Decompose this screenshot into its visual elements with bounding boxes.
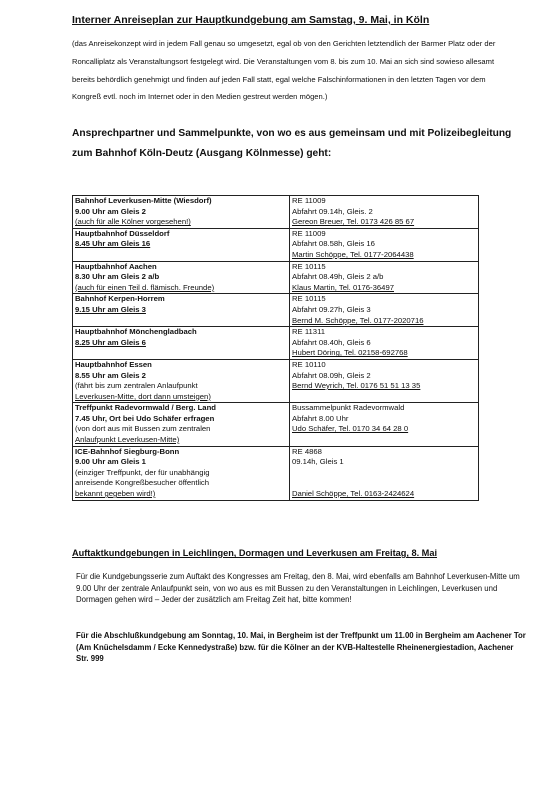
meeting-point-line: (einziger Treffpunkt, der für unabhängig: [75, 467, 210, 477]
train-contact-line: RE 10110: [292, 359, 326, 369]
meeting-point-line: Treffpunkt Radevormwald / Berg. Land: [75, 403, 216, 413]
meeting-point-line: Hauptbahnhof Düsseldorf: [75, 228, 170, 238]
meeting-point-line: 7.45 Uhr, Ort bei Udo Schäfer erfragen: [75, 413, 215, 423]
meeting-point-line: 8.45 Uhr am Gleis 16: [75, 239, 151, 249]
meeting-point-line: Hauptbahnhof Essen: [75, 359, 152, 369]
meeting-point-line: 8.55 Uhr am Gleis 2: [75, 370, 146, 380]
meeting-point-line: 8.30 Uhr am Gleis 2 a/b: [75, 272, 160, 282]
train-contact-line: RE 10115: [292, 294, 326, 304]
meeting-point-cell: [73, 228, 290, 261]
train-contact-line: Abfahrt 08.09h, Gleis 2: [292, 370, 371, 380]
train-contact-line: RE 11311: [292, 327, 326, 337]
train-contact-line: Abfahrt 8.00 Uhr: [292, 413, 349, 423]
train-contact-cell: [290, 228, 479, 261]
train-contact-line: Gereon Breuer, Tel. 0173 426 85 67: [292, 217, 415, 227]
meeting-point-cell: [73, 359, 290, 402]
train-contact-line: 09.14h, Gleis 1: [292, 457, 344, 467]
contacts-subheading: Ansprechpartner und Sammelpunkte, von wo es aus gemeinsam und mit Polizeibegleitung zum Bahnhof Köln-Deutz (Ausgang Kölnmesse) geht:: [72, 128, 512, 159]
train-contact-line: [292, 468, 476, 479]
meeting-point-line: (fährt bis zum zentralen Anlaufpunkt: [75, 381, 198, 391]
table-row: [73, 327, 479, 360]
meeting-point-line: 9.15 Uhr am Gleis 3: [75, 304, 146, 314]
meeting-point-cell: [73, 196, 290, 229]
meeting-point-cell: [73, 294, 290, 327]
train-contact-line: Abfahrt 08.49h, Gleis 2 a/b: [292, 272, 384, 282]
meeting-point-line: 9.00 Uhr am Gleis 2: [75, 206, 146, 216]
meeting-point-line: Bahnhof Leverkusen-Mitte (Wiesdorf): [75, 196, 212, 205]
closing-rally-paragraph: Für die Abschlußkundgebung am Sonntag, 10. Mai, in Bergheim ist der Treffpunkt um 11.00 in Bergheim am Aachener Tor (Am Knüchelsdamm / Ecke Kennedystraße) bzw. für die Kölner an der KVB-Haltestelle Rheinenergiestadion, Aachener Str. 999: [76, 631, 526, 663]
table-row: [73, 228, 479, 261]
meeting-point-line: (von dort aus mit Bussen zum zentralen: [75, 424, 211, 434]
train-contact-cell: [290, 359, 479, 402]
meeting-point-line: 8.25 Uhr am Gleis 6: [75, 337, 146, 347]
train-contact-line: Udo Schäfer, Tel. 0170 34 64 28 0: [292, 424, 409, 434]
schedule-table: [72, 195, 479, 501]
train-contact-cell: [290, 446, 479, 500]
train-contact-cell: [290, 403, 479, 446]
meeting-point-line: Hauptbahnhof Aachen: [75, 261, 157, 271]
table-row: [73, 403, 479, 446]
train-contact-cell: [290, 196, 479, 229]
intro-paragraph: (das Anreisekonzept wird in jedem Fall genau so umgesetzt, egal ob von den Gerichten letztendlich der Barmer Platz oder der Roncalliplatz als Veranstaltungsort festgelegt wird. Die Veranstaltungen vom 8. bis zum 10. Mai an sich sind sowieso allesamt bereits behördlich genehmigt und finden auf jeden Fall statt, egal welche Falschinformationen in den letzten Tagen vor dem Kongreß evtl. noch im Internet oder in den Medien gestreut werden mögen.): [72, 39, 496, 102]
meeting-point-line: Bahnhof Kerpen-Horrem: [75, 294, 165, 304]
train-contact-line: Martin Schöppe, Tel. 0177-2064438: [292, 249, 414, 259]
meeting-point-line: (auch für alle Kölner vorgesehen!): [75, 217, 191, 227]
train-contact-line: Abfahrt 09.27h, Gleis 3: [292, 304, 371, 314]
meeting-point-cell: [73, 327, 290, 360]
meeting-point-line: Hauptbahnhof Mönchengladbach: [75, 327, 197, 337]
meeting-point-line: Leverkusen-Mitte, dort dann umsteigen): [75, 391, 211, 401]
train-contact-line: Bernd M. Schöppe, Tel. 0177-2020716: [292, 315, 424, 325]
train-contact-line: RE 11009: [292, 228, 326, 238]
train-contact-line: Klaus Martin, Tel. 0176-36497: [292, 282, 394, 292]
opening-rallies-heading: Auftaktkundgebungen in Leichlingen, Dormagen und Leverkusen am Freitag, 8. Mai: [72, 548, 438, 558]
meeting-point-line: anreisende Kongreßbesucher öffentlich: [75, 478, 210, 488]
meeting-point-line: ICE-Bahnhof Siegburg-Bonn: [75, 446, 180, 456]
train-contact-line: Daniel Schöppe, Tel. 0163-2424624: [292, 489, 415, 499]
train-contact-cell: [290, 327, 479, 360]
meeting-point-cell: [73, 403, 290, 446]
table-row: [73, 196, 479, 229]
meeting-point-line: Anlaufpunkt Leverkusen-Mitte): [75, 435, 180, 445]
meeting-point-line: bekannt gegeben wird!): [75, 489, 156, 499]
train-contact-line: Abfahrt 08.58h, Gleis 16: [292, 239, 375, 249]
train-contact-cell: [290, 294, 479, 327]
table-row: [73, 261, 479, 294]
document-title: Interner Anreiseplan zur Hauptkundgebung am Samstag, 9. Mai, in Köln: [72, 14, 430, 26]
train-contact-line: Abfahrt 09.14h, Gleis. 2: [292, 206, 373, 216]
train-contact-line: [292, 478, 476, 489]
table-row: [73, 294, 479, 327]
meeting-point-line: (auch für einen Teil d. flämisch. Freunde): [75, 282, 215, 292]
meeting-point-cell: [73, 446, 290, 500]
train-contact-cell: [290, 261, 479, 294]
train-contact-line: Bernd Weyrich, Tel. 0176 51 51 13 35: [292, 381, 421, 391]
train-contact-line: Bussammelpunkt Radevormwald: [292, 403, 405, 413]
train-contact-line: Hubert Döring, Tel. 02158-692768: [292, 348, 408, 358]
train-contact-line: RE 4868: [292, 446, 322, 456]
table-row: [73, 446, 479, 500]
train-contact-line: RE 10115: [292, 261, 326, 271]
meeting-point-cell: [73, 261, 290, 294]
meeting-point-line: 9.00 Uhr am Gleis 1: [75, 457, 146, 467]
table-row: [73, 359, 479, 402]
train-contact-line: RE 11009: [292, 196, 326, 205]
opening-rallies-paragraph: Für die Kundgebungsserie zum Auftakt des Kongresses am Freitag, den 8. Mai, wird ebenfalls am Bahnhof Leverkusen-Mitte um 9.00 Uhr der zentrale Anlaufpunkt sein, von wo aus es mit Bussen zu den Veranstaltungen in Leichlingen, Leverkusen und Dormagen gehen wird – Jeder der zusätzlich am Freitag Zeit hat, bitte kommen!: [76, 572, 520, 604]
train-contact-line: Abfahrt 08.40h, Gleis 6: [292, 337, 371, 347]
